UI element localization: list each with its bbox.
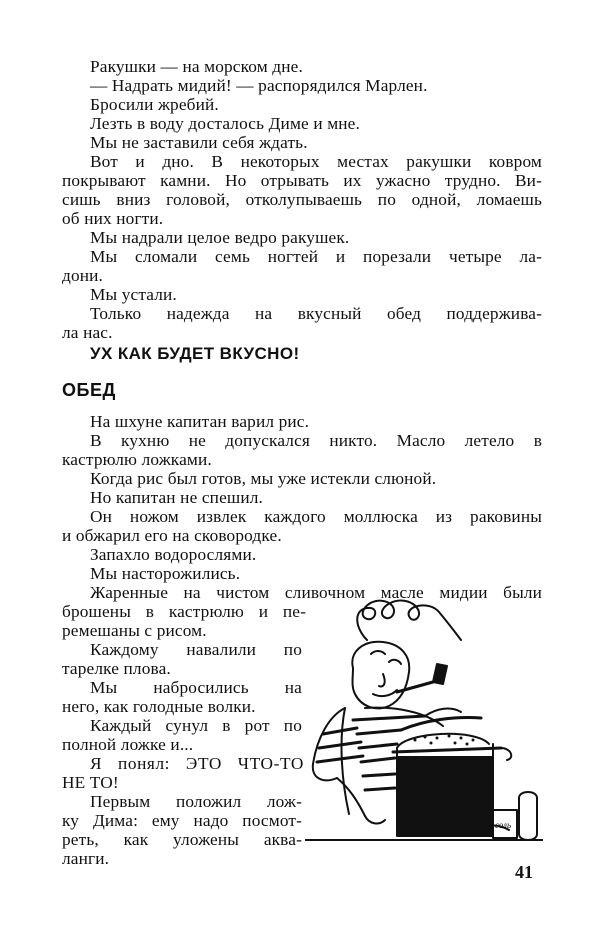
- text-line: Жаренные на чистом сливочном масле мидии были: [90, 583, 542, 602]
- salt-label: соль: [495, 820, 512, 830]
- emphasis-line: УХ КАК БУДЕТ ВКУСНО!: [90, 344, 300, 363]
- text-line: Мы не заставили себя ждать.: [90, 133, 308, 152]
- text-line: Но капитан не спешил.: [90, 488, 263, 507]
- text-line: Бросили жребий.: [90, 95, 219, 114]
- text-line: Мы устали.: [90, 285, 177, 304]
- text-line: Мы набросились на: [90, 678, 302, 697]
- text-line: Он ножом извлек каждого моллюска из раковины: [90, 507, 542, 526]
- text-line: ку Дима: ему надо посмот-: [62, 811, 302, 830]
- text-line: него, как голодные волки.: [62, 697, 256, 716]
- section-heading: ОБЕД: [62, 380, 116, 400]
- text-line: — Надрать мидий! — распорядился Марлен.: [90, 76, 428, 95]
- text-line: Ракушки — на морском дне.: [90, 57, 303, 76]
- text-line: Каждому навалили по: [90, 640, 302, 659]
- text-line: Мы надрали целое ведро ракушек.: [90, 228, 350, 247]
- text-line: Мы насторожились.: [90, 564, 241, 583]
- text-line: Когда рис был готов, мы уже истекли слюной.: [90, 469, 437, 488]
- text-line: реть, как уложены аква-: [62, 830, 302, 849]
- text-line: ремешаны с рисом.: [62, 621, 207, 640]
- text-line: ланги.: [62, 849, 110, 868]
- text-line: Лезть в воду досталось Диме и мне.: [90, 114, 360, 133]
- text-line: Запахло водорослями.: [90, 545, 257, 564]
- text-line: кастрюлю ложками.: [62, 450, 212, 469]
- text-line: ла нас.: [62, 323, 113, 342]
- text-line: сишь вниз головой, отколупываешь по одной, ломаешь: [62, 190, 542, 209]
- text-line: и обжарил его на сковородке.: [62, 526, 282, 545]
- text-line: Мы сломали семь ногтей и порезали четыре ла-: [90, 247, 542, 266]
- text-line: В кухню не допускался никто. Масло летело в: [90, 431, 542, 450]
- text-line: Только надежда на вкусный обед поддержива-: [90, 304, 542, 323]
- captain-cooking-illustration: [305, 588, 543, 850]
- emphasis-line: Я понял: ЭТО ЧТО-ТО: [90, 754, 304, 773]
- page-number: 41: [515, 862, 533, 882]
- text-line: покрывают камни. Но отрывать их ужасно трудно. Ви-: [62, 171, 542, 190]
- text-line: брошены в кастрюлю и пе-: [62, 602, 306, 621]
- text-line: На шхуне капитан варил рис.: [90, 412, 310, 431]
- emphasis-line: НЕ ТО!: [62, 773, 119, 792]
- text-line: Первым положил лож-: [90, 792, 302, 811]
- text-line: тарелке плова.: [62, 659, 171, 678]
- text-line: Каждый сунул в рот по: [90, 716, 302, 735]
- text-line: Вот и дно. В некоторых местах ракушки ковром: [90, 152, 542, 171]
- text-line: об них ногти.: [62, 209, 164, 228]
- text-line: полной ложке и...: [62, 735, 194, 754]
- text-line: дони.: [62, 266, 103, 285]
